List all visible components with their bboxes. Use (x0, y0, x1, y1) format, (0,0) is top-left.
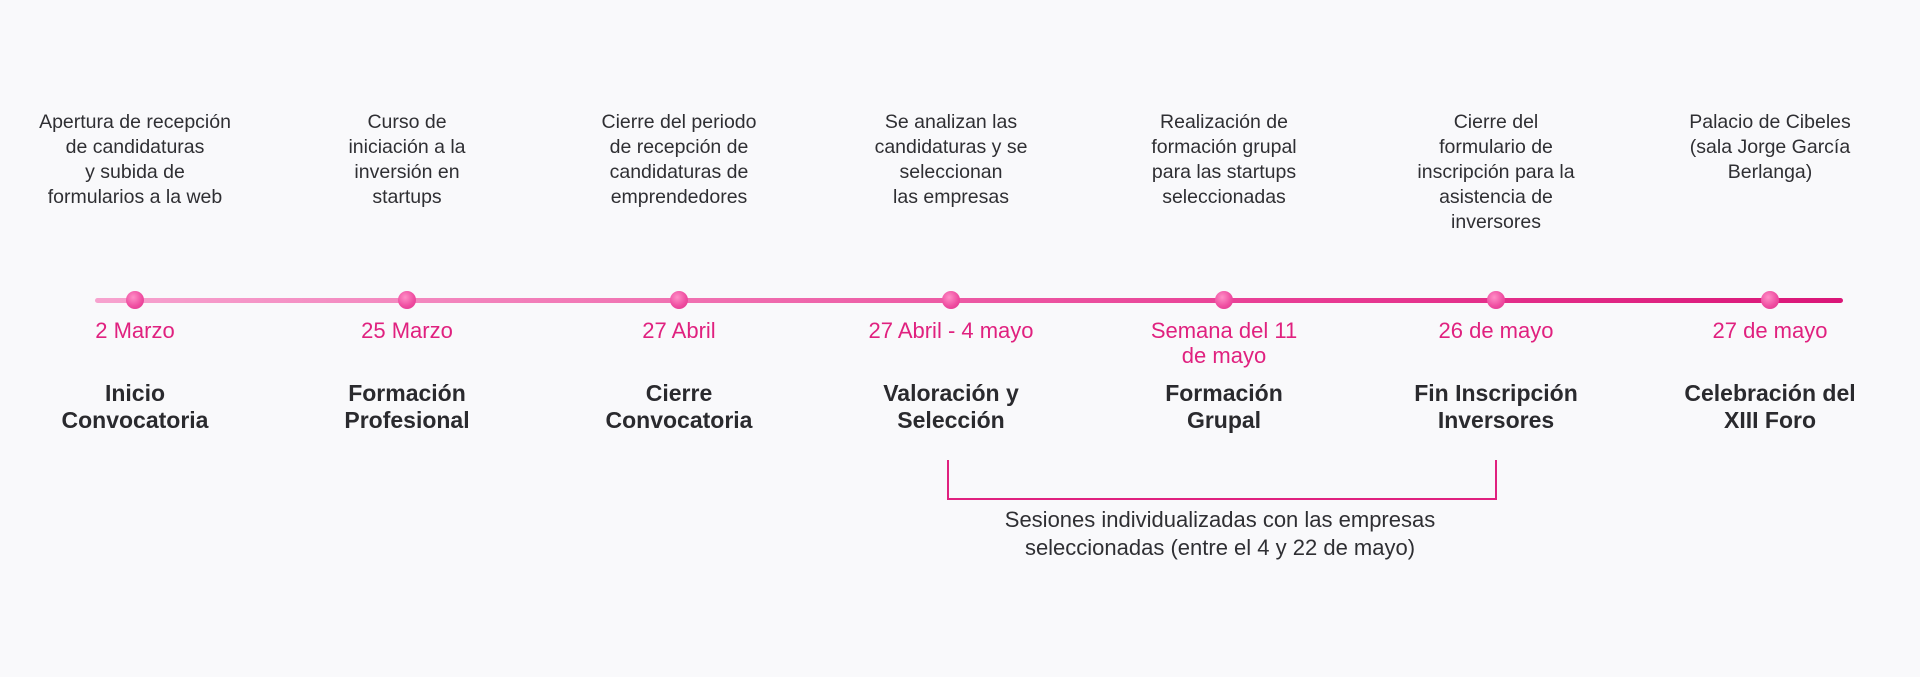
milestone-description: Palacio de Cibeles (sala Jorge García Berlanga) (1689, 111, 1851, 183)
milestone-dot (1487, 291, 1505, 309)
milestone-date: 27 Abril - 4 mayo (868, 318, 1034, 343)
milestone-date: 26 de mayo (1438, 318, 1554, 343)
milestone-date: 27 Abril (642, 318, 716, 343)
milestone-title: Formación Grupal (1165, 380, 1283, 433)
milestone-formacion-profesional (277, 0, 537, 677)
milestone-inicio-convocatoria (5, 0, 265, 677)
sessions-bracket-label: Sesiones individualizadas con las empresas seleccionadas (entre el 4 y 22 de mayo) (1004, 507, 1436, 560)
milestone-title: Inicio Convocatoria (61, 380, 209, 433)
milestone-title: Celebración del XIII Foro (1684, 380, 1856, 433)
milestone-title: Valoración y Selección (883, 380, 1019, 433)
milestone-date: Semana del 11 de mayo (1150, 318, 1298, 368)
sessions-bracket (947, 460, 1497, 500)
milestone-dot (1761, 291, 1779, 309)
milestone-celebracion-foro (1640, 0, 1900, 677)
milestone-description: Curso de iniciación a la inversión en startups (348, 111, 466, 208)
milestone-dot (1215, 291, 1233, 309)
milestone-title: Cierre Convocatoria (605, 380, 753, 433)
milestone-description: Apertura de recepción de candidaturas y subida de formularios a la web (39, 111, 231, 208)
milestone-description: Cierre del periodo de recepción de candidaturas de emprendedores (601, 111, 757, 208)
milestone-description: Cierre del formulario de inscripción para la asistencia de inversores (1417, 111, 1575, 233)
milestone-title: Formación Profesional (344, 380, 470, 433)
milestone-cierre-convocatoria (549, 0, 809, 677)
milestone-dot (126, 291, 144, 309)
milestone-formacion-grupal (1094, 0, 1354, 677)
milestone-date: 2 Marzo (95, 318, 175, 343)
milestone-dot (942, 291, 960, 309)
milestone-date: 25 Marzo (361, 318, 453, 343)
milestone-dot (670, 291, 688, 309)
milestone-dot (398, 291, 416, 309)
milestone-fin-inscripcion-inversores (1366, 0, 1626, 677)
milestone-date: 27 de mayo (1712, 318, 1828, 343)
milestone-description: Realización de formación grupal para las startups seleccionadas (1151, 111, 1297, 208)
milestone-title: Fin Inscripción Inversores (1414, 380, 1578, 433)
milestone-valoracion-seleccion (821, 0, 1081, 677)
milestone-description: Se analizan las candidaturas y se seleccionan las empresas (874, 111, 1028, 208)
